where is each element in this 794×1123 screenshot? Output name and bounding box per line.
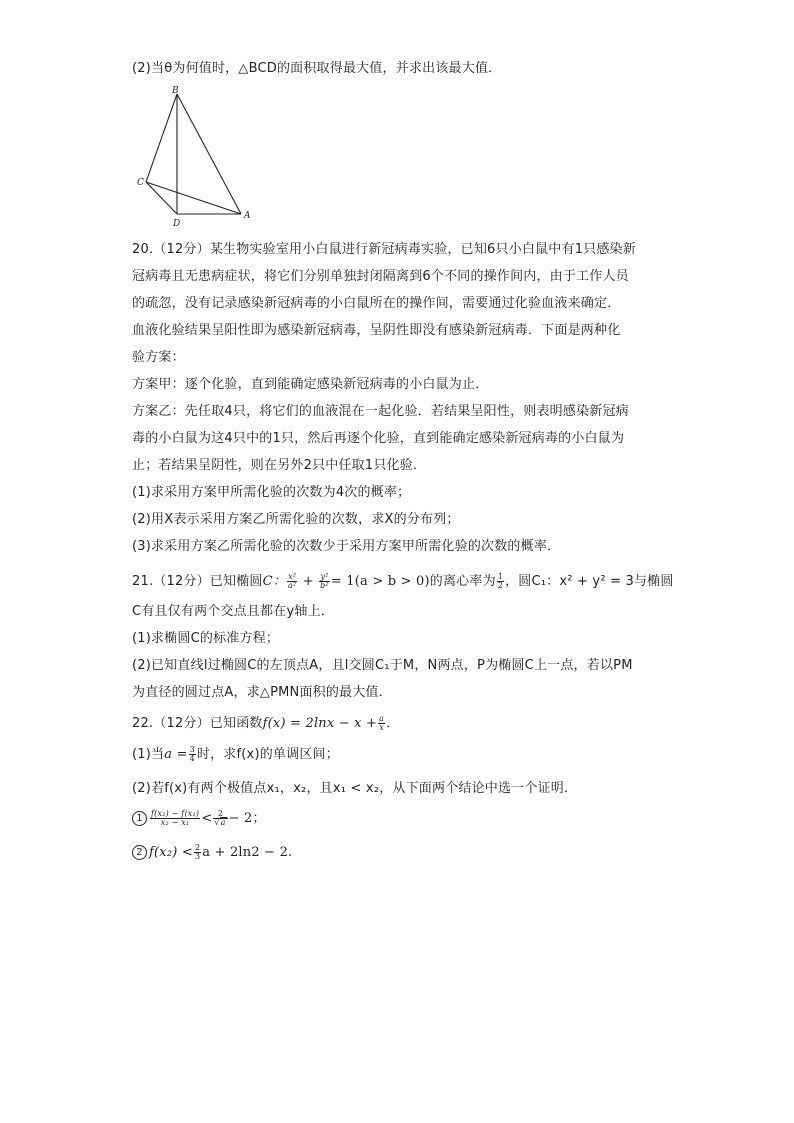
q22-line-1: 22.（12分）已知函数f(x) = 2lnx − x + $\frac{a}{x}$ ．	[132, 714, 400, 732]
q21-condition: = 1(a > b > 0)的离心率为	[330, 574, 496, 589]
frac-3-4: $\frac{3}{4}$	[189, 745, 195, 763]
label-D: D	[173, 219, 181, 229]
frac-a-x: $\frac{a}{x}$	[379, 714, 385, 732]
q20-line-5: 验方案：	[132, 350, 185, 365]
q19-part2: (2)当θ为何值时，△BCD的面积取得最大值，并求出该最大值．	[132, 61, 502, 76]
frac-2-sqrt-a: $\frac{2}{√a}$	[214, 809, 226, 827]
q20-line-2: 冠病毒且无患病症状，将它们分别单独封闭隔离到6个不同的操作间内，由于工作人员	[132, 269, 629, 284]
q20-line-1: 20.（12分）某生物实验室用小白鼠进行新冠病毒实验，已知6只小白鼠中有1只感染新	[132, 242, 636, 257]
q20-line-8: 毒的小白鼠为这4只中的1只，然后再逐个化验，直到能确定感染新冠病毒的小白鼠为	[132, 431, 625, 446]
q20-line-7: 方案乙：先任取4只，将它们的血液混在一起化验．若结果呈阳性，则表明感染新冠病	[132, 404, 629, 419]
q21-line-2: C有且仅有两个交点且都在y轴上．	[132, 604, 334, 619]
q20-line-12: (3)求采用方案乙所需化验的次数少于采用方案甲所需化验的次数的概率．	[132, 539, 561, 554]
frac-difference-quotient: $\frac{\text{f(x₂) − f(x₁)}}{\text{x₂ − x₁}}$	[151, 809, 200, 827]
q20-line-3: 的疏忽，没有记录感染新冠病毒的小白鼠所在的操作间，需要通过化验血液来确定．	[132, 296, 621, 311]
triangle-figure	[130, 84, 260, 232]
label-C: C	[137, 178, 144, 188]
q20-line-4: 血液化验结果呈阳性即为感染新冠病毒，呈阴性即没有感染新冠病毒．下面是两种化	[132, 323, 621, 338]
q21-line-1: 21.（12分）已知椭圆C： $\frac{\text{x²}}{\text{a²}}$ + $\frac{\text{y²}}{\text{b²}}$ = 1(a > b > 0)的离心率为 $\frac{1}{2}$ ，圆C₁：x² + y² = 3与椭圆	[132, 572, 674, 590]
q22-line-2: (1)当a = $\frac{3}{4}$ 时，求f(x)的单调区间；	[132, 745, 339, 763]
q21-ellipse-c: C：	[262, 574, 286, 589]
option-1-mark: 1	[132, 811, 147, 826]
label-A: A	[244, 211, 251, 221]
q20-line-11: (2)用X表示采用方案乙所需化验的次数，求X的分布列；	[132, 512, 460, 527]
option-2-mark: 2	[132, 845, 147, 860]
q20-line-9: 止；若结果呈阴性，则在另外2只中任取1只化验．	[132, 458, 427, 473]
frac-one-half: $\frac{1}{2}$	[497, 572, 504, 590]
q21-line-5: 为直径的圆过点A，求△PMN面积的最大值．	[132, 685, 392, 700]
q21-circle: ，圆C₁：x² + y² = 3与椭圆	[505, 574, 674, 589]
edge-BC	[146, 94, 177, 182]
q21-line-4: (2)已知直线l过椭圆C的左顶点A，且l交圆C₁于M，N两点，P为椭圆C上一点，若以PM	[132, 658, 633, 673]
frac-x2-a2: $\frac{\text{x²}}{\text{a²}}$	[287, 572, 297, 590]
q22-line-3: (2)若f(x)有两个极值点x₁，x₂，且x₁ < x₂，从下面两个结论中选一个证明．	[132, 781, 578, 796]
q21-line-3: (1)求椭圆C的标准方程；	[132, 631, 280, 646]
q21-intro: 21.（12分）已知椭圆	[132, 574, 263, 589]
q20-line-6: 方案甲：逐个化验，直到能确定感染新冠病毒的小白鼠为止．	[132, 377, 489, 392]
label-B: B	[172, 86, 179, 96]
q22-option-1: 1 $\frac{\text{f(x₂) − f(x₁)}}{\text{x₂ − x₁}}$ < $\frac{2}{√a}$ − 2；	[132, 810, 266, 828]
q22-option-2: 2 f(x₂) < $\frac{2}{3}$ a + 2ln2 − 2.	[132, 844, 292, 862]
frac-y2-b2: $\frac{\text{y²}}{\text{b²}}$	[320, 572, 329, 590]
frac-2-3: $\frac{2}{3}$	[194, 843, 201, 861]
q20-line-10: (1)求采用方案甲所需化验的次数为4次的概率；	[132, 485, 411, 500]
